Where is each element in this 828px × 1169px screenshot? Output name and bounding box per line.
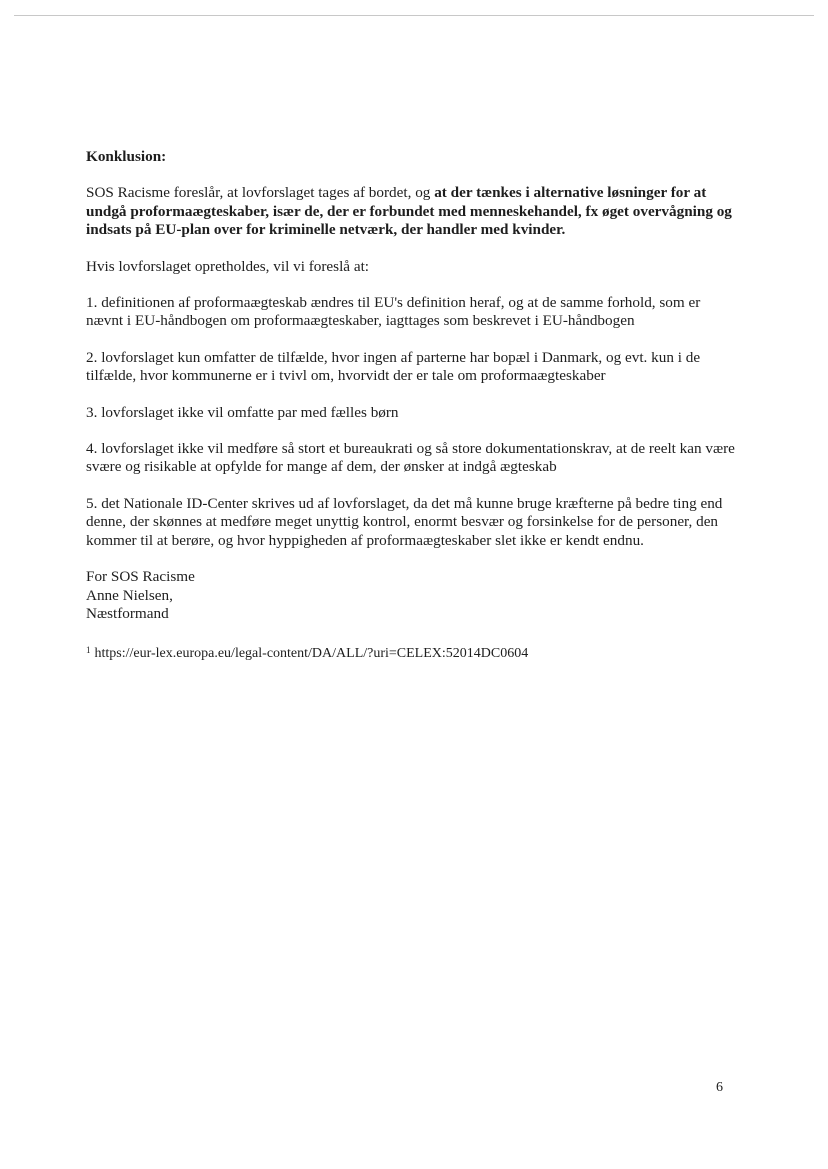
- footnote-marker: 1: [86, 645, 91, 656]
- signature-block: [86, 568, 736, 623]
- list-item-2: 2. lovforslaget kun omfatter de tilfælde, hvor ingen af parterne har bopæl i Danmark, og evt. kun i de tilfælde, hvor kommunerne er i tvivl om, hvorvidt der er tale om proformaægteskaber: [86, 348, 701, 385]
- intro-paragraph: [86, 184, 736, 239]
- list-item-1: 1. definitionen af proformaægteskab ændres til EU's definition heraf, og at de samme forhold, som er nævnt i EU-håndbogen om proformaægteskaber, iagttages som beskrevet i EU-håndbogen: [86, 294, 701, 330]
- top-scan-line: [14, 15, 814, 16]
- footnote: [86, 641, 736, 663]
- signature-title: Næstformand: [86, 604, 169, 622]
- list-item-5: 5. det Nationale ID-Center skrives ud af lovforslaget, da det må kunne bruge kræfterne på bedre ting end denne, der skønnes at medføre meget unyttig kontrol, enormt besvær og forsinkelse for de personer, den kommer til at berøre, og hvor hyppigheden af proformaægteskaber slet ikke er kendt endnu.: [86, 494, 723, 549]
- signature-org: For SOS Racisme: [86, 568, 195, 586]
- section-heading: Konklusion:: [86, 148, 167, 165]
- footnote-link[interactable]: https://eur-lex.europa.eu/legal-content/DA/ALL/?uri=CELEX:52014DC0604: [94, 646, 529, 662]
- intro-text: SOS Racisme foreslår, at lovforslaget tages af bordet, og: [86, 184, 435, 202]
- signature-name: Anne Nielsen,: [86, 586, 173, 604]
- page-number: 6: [716, 1080, 723, 1095]
- document-body: [86, 148, 736, 664]
- list-item-3: 3. lovforslaget ikke vil omfatte par med fælles børn: [86, 403, 399, 421]
- intro-bold-text: at der tænkes i alternative løsninger for at undgå proformaægteskaber, især de, der er forbundet med menneskehandel, fx øget overvågning og indsats på EU-plan over for kriminelle netværk, der handler med kvinder.: [86, 184, 732, 239]
- list-item-4: 4. lovforslaget ikke vil medføre så stort et bureaukrati og så store dokumentationskrav, at de reelt kan være svære og risikable at opfylde for mange af dem, der ønsker at indgå ægteskab: [86, 440, 735, 476]
- lead-paragraph: Hvis lovforslaget opretholdes, vil vi foreslå at:: [86, 257, 370, 275]
